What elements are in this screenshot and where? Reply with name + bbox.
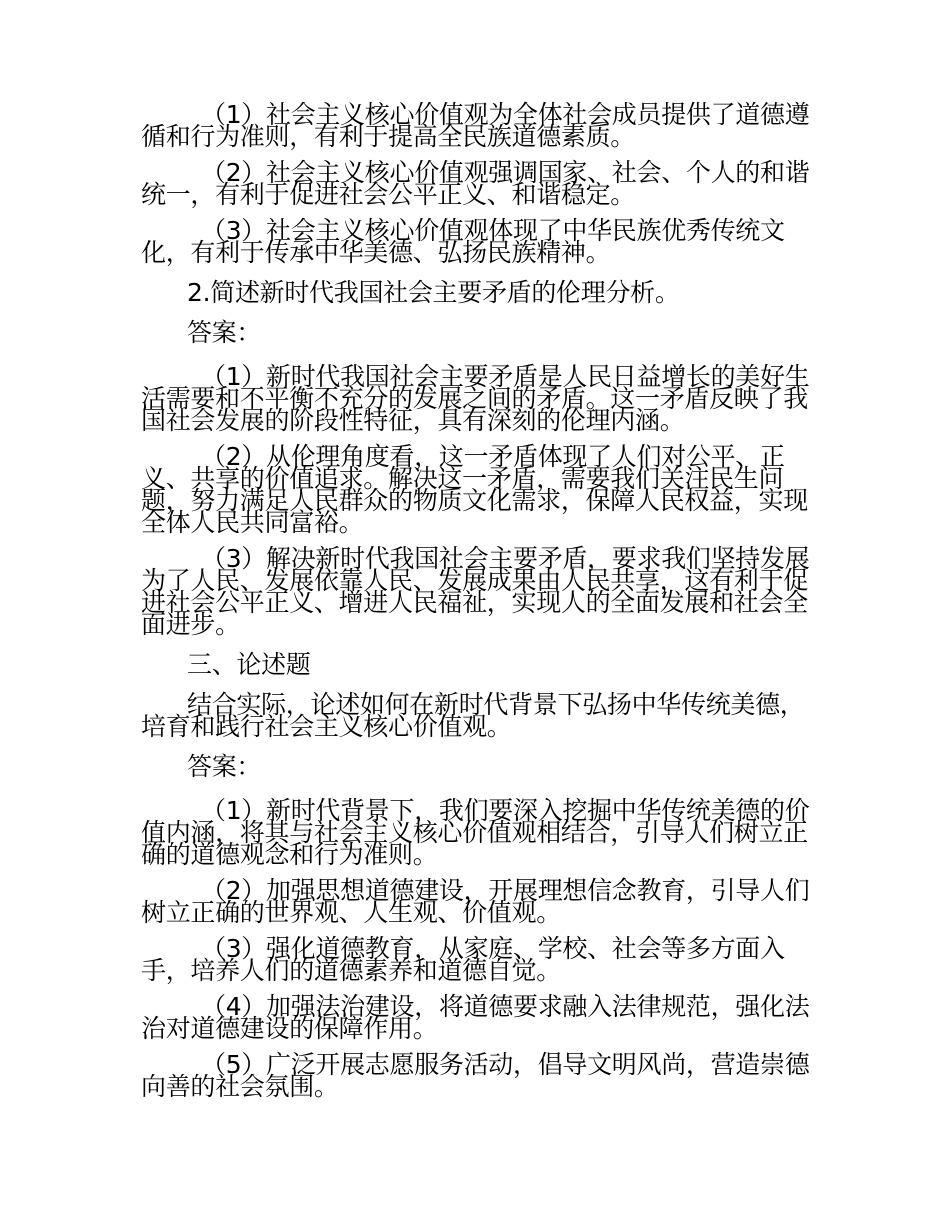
answer-label: 答案：: [187, 752, 262, 781]
essay-answer-4: （4）加强法治建设，将道德要求融入法律规范，强化法治对道德建设的保障作用。: [141, 992, 810, 1043]
essay-answer-5: （5）广泛开展志愿服务活动，倡导文明风尚，营造崇德向善的社会氛围。: [141, 1050, 810, 1101]
essay-answer-2: （2）加强思想道德建设，开展理想信念教育，引导人们树立正确的世界观、人生观、价值观。: [141, 876, 810, 927]
answer-item-2-1-3: （3）社会主义核心价值观体现了中华民族优秀传统文化，有利于传承中华美德、弘扬民族精神。: [141, 216, 785, 267]
answer-item-2-2-1: （1）新时代我国社会主要矛盾是人民日益增长的美好生活需要和不平衡不充分的发展之间的矛盾。这一矛盾反映了我国社会发展的阶段性特征，具有深刻的伦理内涵。: [141, 362, 810, 435]
essay-answer-3: （3）强化道德教育，从家庭、学校、社会等多方面入手，培养人们的道德素养和道德自觉。: [141, 934, 785, 985]
answer-item-2-1-1: （1）社会主义核心价值观为全体社会成员提供了道德遵循和行为准则，有利于提高全民族道德素质。: [141, 100, 810, 151]
section-three-heading: 三、论述题: [187, 650, 311, 679]
answer-item-2-2-3: （3）解决新时代我国社会主要矛盾，要求我们坚持发展为了人民、发展依靠人民、发展成果由人民共享，这有利于促进社会公平正义、增进人民福祉，实现人的全面发展和社会全面进步。: [141, 544, 810, 639]
answer-label: 答案：: [187, 318, 262, 347]
document-page: [141, 100, 813, 1101]
essay-question: 结合实际，论述如何在新时代背景下弘扬中华传统美德，培育和践行社会主义核心价值观。: [141, 690, 805, 741]
question-2: 2.简述新时代我国社会主要矛盾的伦理分析。: [187, 278, 680, 307]
answer-item-2-1-2: （2）社会主义核心价值观强调国家、社会、个人的和谐统一，有利于促进社会公平正义、和谐稳定。: [141, 158, 810, 209]
answer-item-2-2-2: （2）从伦理角度看，这一矛盾体现了人们对公平、正义、共享的价值追求。解决这一矛盾，需要我们关注民生问题，努力满足人民群众的物质文化需求，保障人民权益，实现全体人民共同富裕。: [141, 442, 808, 537]
essay-answer-1: （1）新时代背景下，我们要深入挖掘中华传统美德的价值内涵，将其与社会主义核心价值观相结合，引导人们树立正确的道德观念和行为准则。: [141, 796, 810, 869]
